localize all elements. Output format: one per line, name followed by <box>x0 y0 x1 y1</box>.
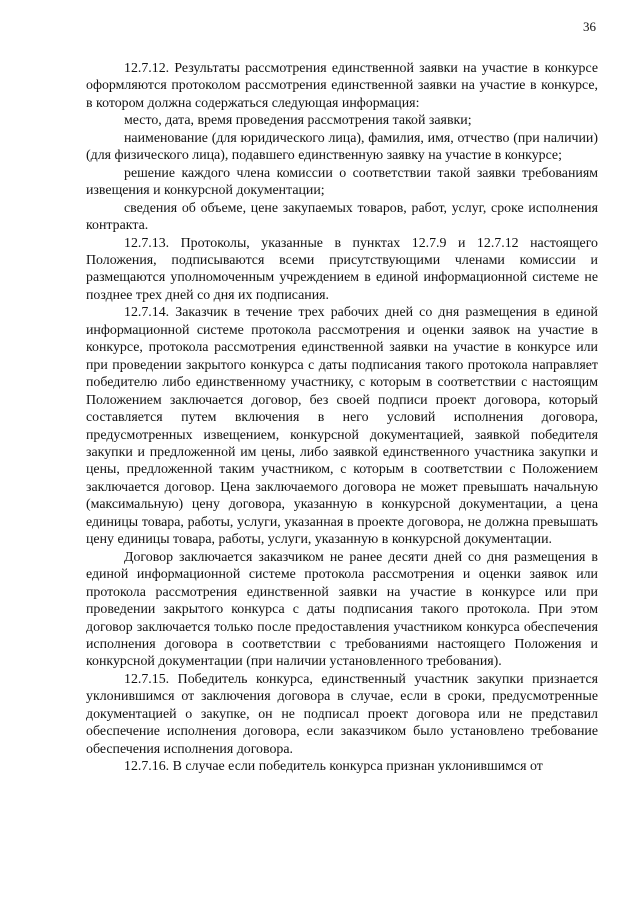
paragraph-12-7-14: 12.7.14. Заказчик в течение трех рабочих дней со дня размещения в единой информационной системе протокола рассмотрения и оценки заявок на участие в конкурсе, протокола рассмотрения единственной заявки на участие в конкурсе или при проведении закрытого конкурса с даты подписания такого протокола направляет победителю либо единственному участнику, с которым в соответствии с настоящим Положением заключается договор, без своей подписи проект договора, который составляется путем включения в него условий исполнения договора, предусмотренных извещением, конкурсной документацией, заявкой победителя закупки и предложенной им цены, либо заявкой единственного участника закупки и цены, предложенной таким участником, с которым в соответствии с Положением заключается договор. Цена заключаемого договора не может превышать начальную (максимальную) цену договора, указанную в конкурсной документации, а цена единицы товара, работы, услуги, указанная в проекте договора, не должна превышать цену единицы товара, работы, услуги, указанную в конкурсной документации. <box>86 305 598 548</box>
paragraph-12-7-16: 12.7.16. В случае если победитель конкурса признан уклонившимся от <box>124 759 543 775</box>
paragraph-12-7-12: 12.7.12. Результаты рассмотрения единственной заявки на участие в конкурсе оформляются протоколом рассмотрения единственной заявки на участие в конкурсе, в котором должна содержаться следующая информация: <box>86 61 598 111</box>
paragraph-volume-price: сведения об объеме, цене закупаемых товаров, работ, услуг, сроке исполнения контракта. <box>86 200 598 234</box>
paragraph-12-7-13: 12.7.13. Протоколы, указанные в пунктах 12.7.9 и 12.7.12 настоящего Положения, подписываются всеми присутствующими членами комиссии и размещаются уполномоченным учреждением в единой информационной системе не позднее трех дней со дня их подписания. <box>86 235 598 303</box>
paragraph-commission-decision: решение каждого члена комиссии о соответствии такой заявки требованиям извещения и конкурсной документации; <box>86 165 598 199</box>
document-body <box>86 60 598 776</box>
paragraph-contract-conclusion: Договор заключается заказчиком не ранее десяти дней со дня размещения в единой информационной системе протокола рассмотрения и оценки заявок или протокола рассмотрения единственной заявки на участие в конкурсе или при проведении закрытого конкурса с даты подписания такого протокола. При этом договор заключается только после предоставления участником конкурса обеспечения исполнения договора в соответствии с требованиями настоящего Положения и конкурсной документации (при наличии установленного требования). <box>86 549 598 670</box>
paragraph-12-7-15: 12.7.15. Победитель конкурса, единственный участник закупки признается уклонившимся от заключения договора в случае, если в сроки, предусмотренные документацией о закупке, он не подписал проект договора или не представил обеспечение исполнения договора, если заказчиком было установлено требование обеспечения исполнения договора. <box>86 671 598 757</box>
paragraph-participant-name: наименование (для юридического лица), фамилия, имя, отчество (при наличии) (для физического лица), подавшего единственную заявку на участие в конкурсе; <box>86 130 598 164</box>
page-number: 36 <box>583 19 596 34</box>
paragraph-place-date: место, дата, время проведения рассмотрения такой заявки; <box>124 113 472 129</box>
